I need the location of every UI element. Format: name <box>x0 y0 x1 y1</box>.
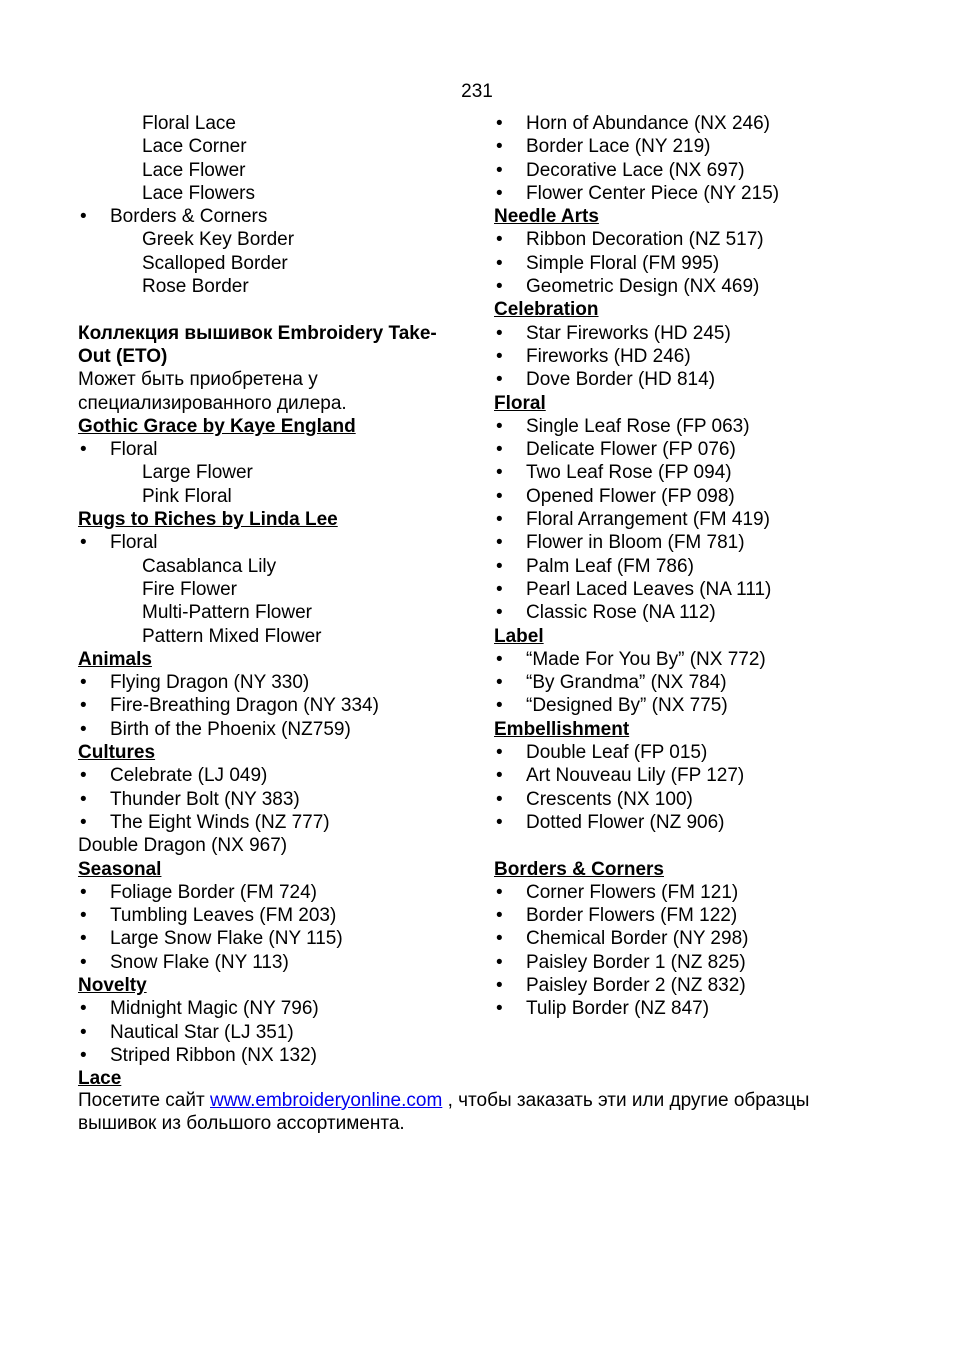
list-item: • Ribbon Decoration (NZ 517) <box>494 228 894 251</box>
list-item: • Palm Leaf (FM 786) <box>494 555 894 578</box>
list-item: • Single Leaf Rose (FP 063) <box>494 415 894 438</box>
section-heading: Animals <box>78 648 152 670</box>
list-item: • Tumbling Leaves (FM 203) <box>78 904 458 927</box>
list-item: • “Designed By” (NX 775) <box>494 694 894 717</box>
page-number: 231 <box>461 81 493 102</box>
footer-text-line2: вышивок из большого ассортимента. <box>78 1113 405 1135</box>
list-item: • Paisley Border 1 (NZ 825) <box>494 951 894 974</box>
sub-list-item: Multi-Pattern Flower <box>142 602 312 624</box>
section-heading: Lace <box>78 1068 122 1090</box>
left-column <box>78 112 458 1090</box>
sub-list-item: Lace Corner <box>142 136 247 158</box>
list-item: • Decorative Lace (NX 697) <box>494 159 894 182</box>
list-item: • Geometric Design (NX 469) <box>494 275 894 298</box>
list-item: • Snow Flake (NY 113) <box>78 951 458 974</box>
sub-list-item: Casablanca Lily <box>142 555 277 577</box>
sub-list-item: Floral Lace <box>142 113 236 134</box>
list-item: • Floral <box>78 438 458 461</box>
list-item: • Flying Dragon (NY 330) <box>78 671 458 694</box>
list-item: • Crescents (NX 100) <box>494 788 894 811</box>
sub-list-item: Fire Flower <box>142 578 238 600</box>
section-heading: Novelty <box>78 974 147 996</box>
list-item: • Striped Ribbon (NX 132) <box>78 1044 458 1067</box>
footer-text-before-link: Посетите сайт <box>78 1090 210 1111</box>
list-item: • Border Flowers (FM 122) <box>494 904 894 927</box>
blank-line <box>494 834 894 857</box>
list-item: • Double Leaf (FP 015) <box>494 741 894 764</box>
list-item: • Dove Border (HD 814) <box>494 368 894 391</box>
list-item: • Fire-Breathing Dragon (NY 334) <box>78 694 458 717</box>
list-item: • Corner Flowers (FM 121) <box>494 881 894 904</box>
list-item: • Floral Arrangement (FM 419) <box>494 508 894 531</box>
section-heading: Celebration <box>494 299 599 321</box>
list-item: • Flower in Bloom (FM 781) <box>494 531 894 554</box>
section-heading: Rugs to Riches by Linda Lee <box>78 509 338 531</box>
list-item: • Midnight Magic (NY 796) <box>78 997 458 1020</box>
list-item: • Borders & Corners <box>78 205 458 228</box>
footer-note <box>78 1089 878 1136</box>
list-item: • Horn of Abundance (NX 246) <box>494 112 894 135</box>
text-line: Double Dragon (NX 967) <box>78 835 288 857</box>
sub-list-item: Lace Flowers <box>142 182 255 204</box>
sub-list-item: Lace Flower <box>142 159 246 181</box>
sub-list-item: Rose Border <box>142 276 249 298</box>
sub-list-item: Pattern Mixed Flower <box>142 625 322 647</box>
section-heading: Floral <box>494 392 546 414</box>
list-item: • Fireworks (HD 246) <box>494 345 894 368</box>
section-heading: Seasonal <box>78 858 162 880</box>
footer-text-after-link: , чтобы заказать эти или другие образцы <box>442 1090 810 1111</box>
section-heading: Label <box>494 625 544 647</box>
list-item: • Two Leaf Rose (FP 094) <box>494 461 894 484</box>
list-item: • Tulip Border (NZ 847) <box>494 997 894 1020</box>
list-item: • Chemical Border (NY 298) <box>494 927 894 950</box>
list-item: • Pearl Laced Leaves (NA 111) <box>494 578 894 601</box>
right-column <box>494 112 894 1021</box>
list-item: • Classic Rose (NA 112) <box>494 601 894 624</box>
blank-line <box>78 298 458 321</box>
section-heading: Embellishment <box>494 718 630 740</box>
list-item: • Paisley Border 2 (NZ 832) <box>494 974 894 997</box>
collection-title: Out (ETO) <box>78 345 168 367</box>
list-item: • Foliage Border (FM 724) <box>78 881 458 904</box>
list-item: • Flower Center Piece (NY 215) <box>494 182 894 205</box>
list-item: • Star Fireworks (HD 245) <box>494 322 894 345</box>
list-item: • Celebrate (LJ 049) <box>78 764 458 787</box>
list-item: • Border Lace (NY 219) <box>494 135 894 158</box>
list-item: • Art Nouveau Lily (FP 127) <box>494 764 894 787</box>
list-item: • Simple Floral (FM 995) <box>494 252 894 275</box>
collection-title: Коллекция вышивок Embroidery Take- <box>78 322 437 344</box>
section-heading: Needle Arts <box>494 206 599 228</box>
list-item: • Nautical Star (LJ 351) <box>78 1021 458 1044</box>
list-item: • Opened Flower (FP 098) <box>494 485 894 508</box>
section-heading: Gothic Grace by Kaye England <box>78 415 356 437</box>
list-item: • Floral <box>78 531 458 554</box>
text-line: Может быть приобретена у <box>78 369 318 391</box>
section-heading: Cultures <box>78 742 156 764</box>
list-item: • Thunder Bolt (NY 383) <box>78 788 458 811</box>
embroidery-online-link[interactable]: www.embroideryonline.com <box>209 1090 443 1111</box>
list-item: • Delicate Flower (FP 076) <box>494 438 894 461</box>
list-item: • Birth of the Phoenix (NZ759) <box>78 718 458 741</box>
list-item: • The Eight Winds (NZ 777) <box>78 811 458 834</box>
list-item: • “Made For You By” (NX 772) <box>494 648 894 671</box>
sub-list-item: Large Flower <box>142 462 253 484</box>
text-line: специализированного дилера. <box>78 392 347 414</box>
list-item: • Dotted Flower (NZ 906) <box>494 811 894 834</box>
section-heading: Borders & Corners <box>494 858 664 880</box>
sub-list-item: Greek Key Border <box>142 229 295 251</box>
sub-list-item: Pink Floral <box>142 485 232 507</box>
list-item: • “By Grandma” (NX 784) <box>494 671 894 694</box>
list-item: • Large Snow Flake (NY 115) <box>78 927 458 950</box>
sub-list-item: Scalloped Border <box>142 252 288 274</box>
